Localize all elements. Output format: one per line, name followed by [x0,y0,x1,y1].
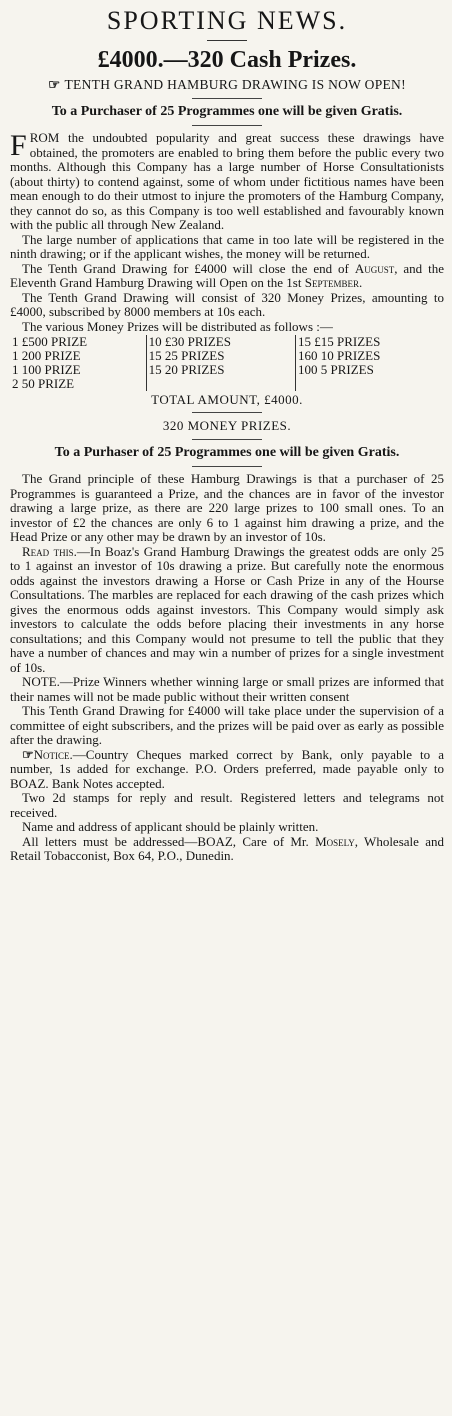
prize-cell: 100 5 PRIZES [297,362,374,377]
notice-paragraph [10,748,444,792]
address-paragraph: Name and address of applicant should be plainly written. [22,819,319,834]
contact-name: Mosely [315,833,355,849]
contact-text: All letters must be addressed—BOAZ, Care of Mr. [22,833,316,849]
drawing-announcement [10,77,444,93]
intro-paragraph [10,131,444,233]
prize-cell: 160 10 PRIZES [297,348,381,363]
prize-row [10,363,444,377]
prize-cell [146,377,295,391]
prize-cell: 2 50 PRIZE [10,377,146,391]
divider [192,466,262,467]
pointing-hand-icon: ☞ [48,77,61,92]
prizes-amount-paragraph: The Tenth Grand Drawing will consist of 320 Money Prizes, amounting to £4000, subscribed by 8000 members at 10s each. [10,289,444,319]
distribution-intro: The various Money Prizes will be distributed as follows :— [22,318,333,334]
page-title: SPORTING NEWS. [106,6,348,35]
gratis-offer-top: To a Purchaser of 25 Programmes one will be given Gratis. [51,104,403,119]
title-rule [207,40,247,41]
month-august: August [354,260,395,276]
pointing-hand-icon: ☞ [22,746,34,762]
prize-row [10,335,444,349]
divider [192,439,262,440]
gratis-offer-bottom: To a Purhaser of 25 Programmes one will be given Gratis. [54,445,400,460]
supervision-paragraph: This Tenth Grand Drawing for £4000 will take place under the supervision of a committee of eight subscribers, and the prizes will be paid over as early as possible after the drawing. [10,703,444,747]
note-paragraph: NOTE.—Prize Winners whether winning large or small prizes are informed that their names will not be made public without their written consent [10,674,444,704]
late-applications-paragraph: The large number of applications that came in too late will be registered in the ninth drawing; or if the applicant wishes, the money will be returned. [10,231,444,261]
money-prizes-title: 320 MONEY PRIZES. [162,418,292,433]
total-amount: TOTAL AMOUNT, £4000. [151,392,303,407]
read-this-paragraph [10,545,444,676]
prize-row [10,349,444,363]
intro-paragraph-text: ROM the undoubted popularity and great success these drawings have obtained, the promoters are enabled to bring them before the public every two months. Although this Company has a large number of Horse Consultationists (about thirty) to contend against, some of whom under fictitious names have been mean enough to do their utmost to injure the promoters of the Hamburg Company, they cannot do so, as this Company is too well established and favourably known with the public all through New Zealand. [10,130,444,232]
closing-text: . [358,275,363,290]
divider [192,412,262,413]
intro-text [10,131,444,334]
announcement-text: TENTH GRAND HAMBURG DRAWING IS NOW OPEN! [64,77,406,92]
main-text [10,472,444,864]
drop-cap: F [10,129,27,162]
month-september: September [304,275,359,290]
prize-row [10,377,444,391]
prize-table [10,335,444,391]
contact-paragraph [10,835,444,864]
read-this-lead: Read this. [22,543,77,559]
prize-cell: 1 200 PRIZE [10,349,146,363]
grand-principle-paragraph: The Grand principle of these Hamburg Drawings is that a purchaser of 25 Programmes is guaranteed a Prize, and the chances are in favor of the investor drawing a large prize, as there are 220 large prizes to 100 small ones. To an investor of £2 the chances are only 6 to 1 against him drawing a prize, and the Head Prize or any other may be drawn by an investor of 10s. [10,471,444,544]
prize-cell [295,377,444,391]
prize-cell: 1 £500 PRIZE [10,335,146,349]
stamps-paragraph: Two 2d stamps for reply and result. Registered letters and telegrams not received. [10,790,444,820]
prize-cell: 10 £30 PRIZES [146,335,295,349]
divider [192,98,262,99]
closing-text: , and the Eleventh Grand Hamburg Drawing will Open on the 1st [10,260,444,290]
divider [192,125,262,126]
prize-headline: £4000.—320 Cash Prizes. [97,47,357,73]
notice-lead: Notice. [33,746,73,762]
notice-text: —Country Cheques marked correct by Bank, only payable to a number, 1s added for exchange. P.O. Orders preferred, made payable only to BOAZ. Bank Notes accepted. [10,746,444,791]
prize-cell: 15 £15 PRIZES [297,334,381,349]
contact-text: , Wholesale and Retail Tobacconist, Box 64, P.O., Dunedin. [10,833,444,863]
prize-cell: 1 100 PRIZE [10,363,146,377]
read-this-text: —In Boaz's Grand Hamburg Drawings the greatest odds are only 25 to 1 against an investor of 10s drawing a prize. But carefully note the enormous odds against the investors drawing a Horse or Cash Prize in any of the Hourse Consultations. The marbles are replaced for each drawing of the cash prizes which gives the enormous odds against investors. This Company would simply ask investors to calculate the odds before placing their investments in any horse consultations; and this Company would not presume to tell the public that they have a number of chances and may win a number of prizes for a single investment of 10s. [10,543,445,675]
closing-text: The Tenth Grand Drawing for £4000 will close the end of [22,260,355,276]
prize-cell: 15 20 PRIZES [146,363,295,377]
prize-cell: 15 25 PRIZES [146,349,295,363]
closing-dates-paragraph [10,262,444,291]
